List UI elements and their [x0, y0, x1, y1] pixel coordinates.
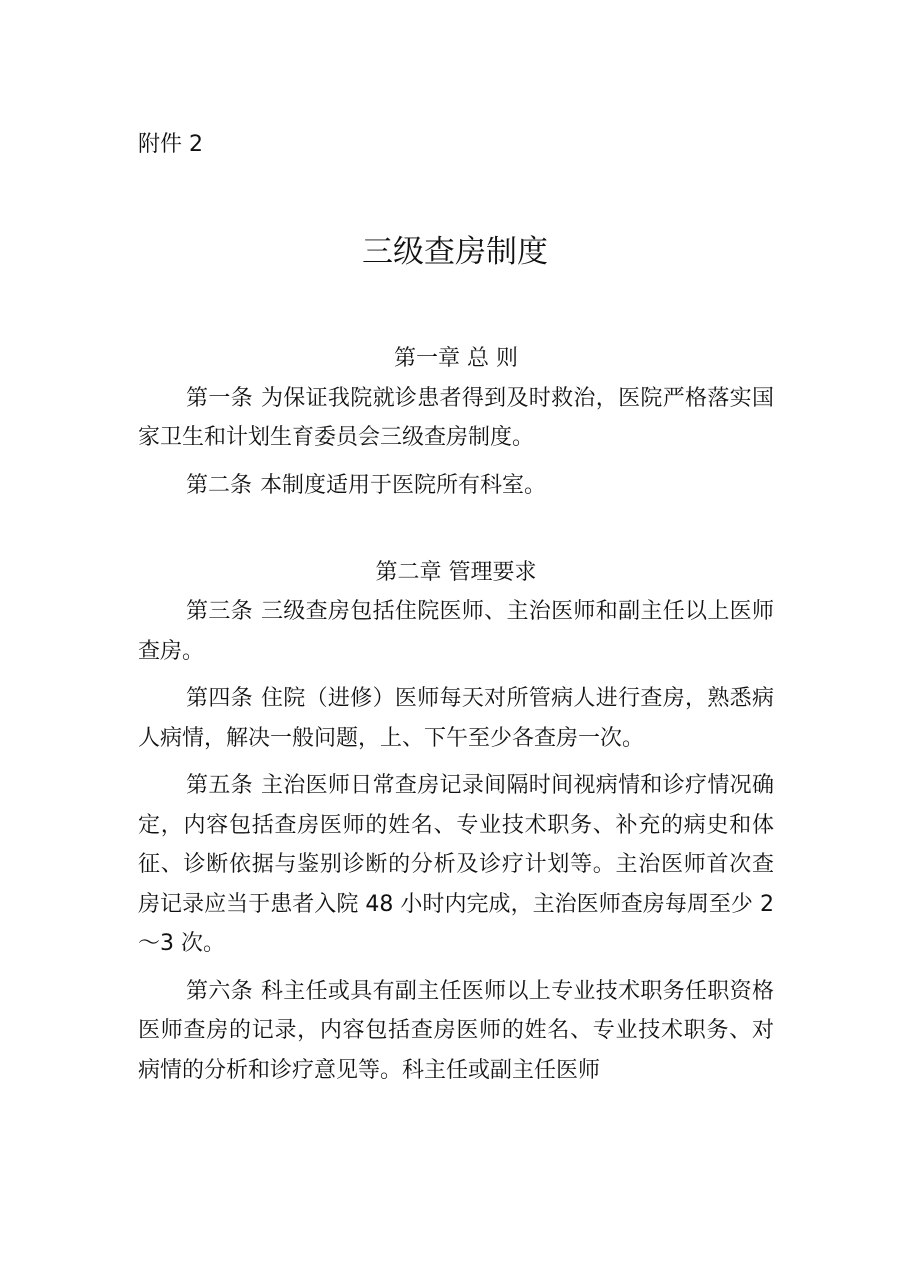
- article-text: 为保证我院就诊患者得到及时救治，医院严格落实国家卫生和计划生育委员会三级查房制度。: [138, 385, 774, 450]
- article-label: 第三条: [186, 599, 253, 624]
- attachment-label: 附件 2: [138, 132, 203, 157]
- article-text: 本制度适用于医院所有科室。: [260, 472, 547, 498]
- article-5: [138, 766, 774, 964]
- article-2: [138, 466, 774, 506]
- article-label: 第一条: [186, 385, 253, 411]
- article-label: 第四条: [186, 686, 253, 711]
- document-body: [138, 339, 774, 1098]
- chapter-2: [138, 553, 774, 1091]
- article-text: 三级查房包括住院医师、主治医师和副主任以上医师查房。: [138, 599, 774, 664]
- article-6: [138, 972, 774, 1091]
- article-text: 主治医师日常查房记录间隔时间视病情和诊疗情况确定，内容包括查房医师的姓名、专业技术职务、补充的病史和体征、诊断依据与鉴别诊断的分析及诊疗计划等。主治医师首次查房记录应当于患者入院 48 小时内完成，主治医师查房每周至少 2～3 次。: [138, 773, 774, 956]
- article-label: 第二条: [186, 472, 253, 498]
- article-text: 住院（进修）医师每天对所管病人进行查房，熟悉病人病情，解决一般问题，上、下午至少各查房一次。: [138, 686, 774, 751]
- article-4: [138, 679, 774, 758]
- chapter-1: [138, 339, 774, 505]
- document-title: 三级查房制度: [362, 234, 548, 270]
- article-label: 第六条: [186, 978, 253, 1004]
- chapter-spacer: [138, 513, 774, 553]
- article-text: 科主任或具有副主任医师以上专业技术职务任职资格医师查房的记录，内容包括查房医师的姓名、专业技术职务、对病情的分析和诊疗意见等。科主任或副主任医师: [138, 978, 774, 1083]
- article-1: [138, 379, 774, 458]
- chapter-heading: 第二章 管理要求: [375, 559, 537, 585]
- article-label: 第五条: [186, 773, 253, 798]
- article-3: [138, 592, 774, 671]
- chapter-heading: 第一章 总 则: [394, 346, 518, 371]
